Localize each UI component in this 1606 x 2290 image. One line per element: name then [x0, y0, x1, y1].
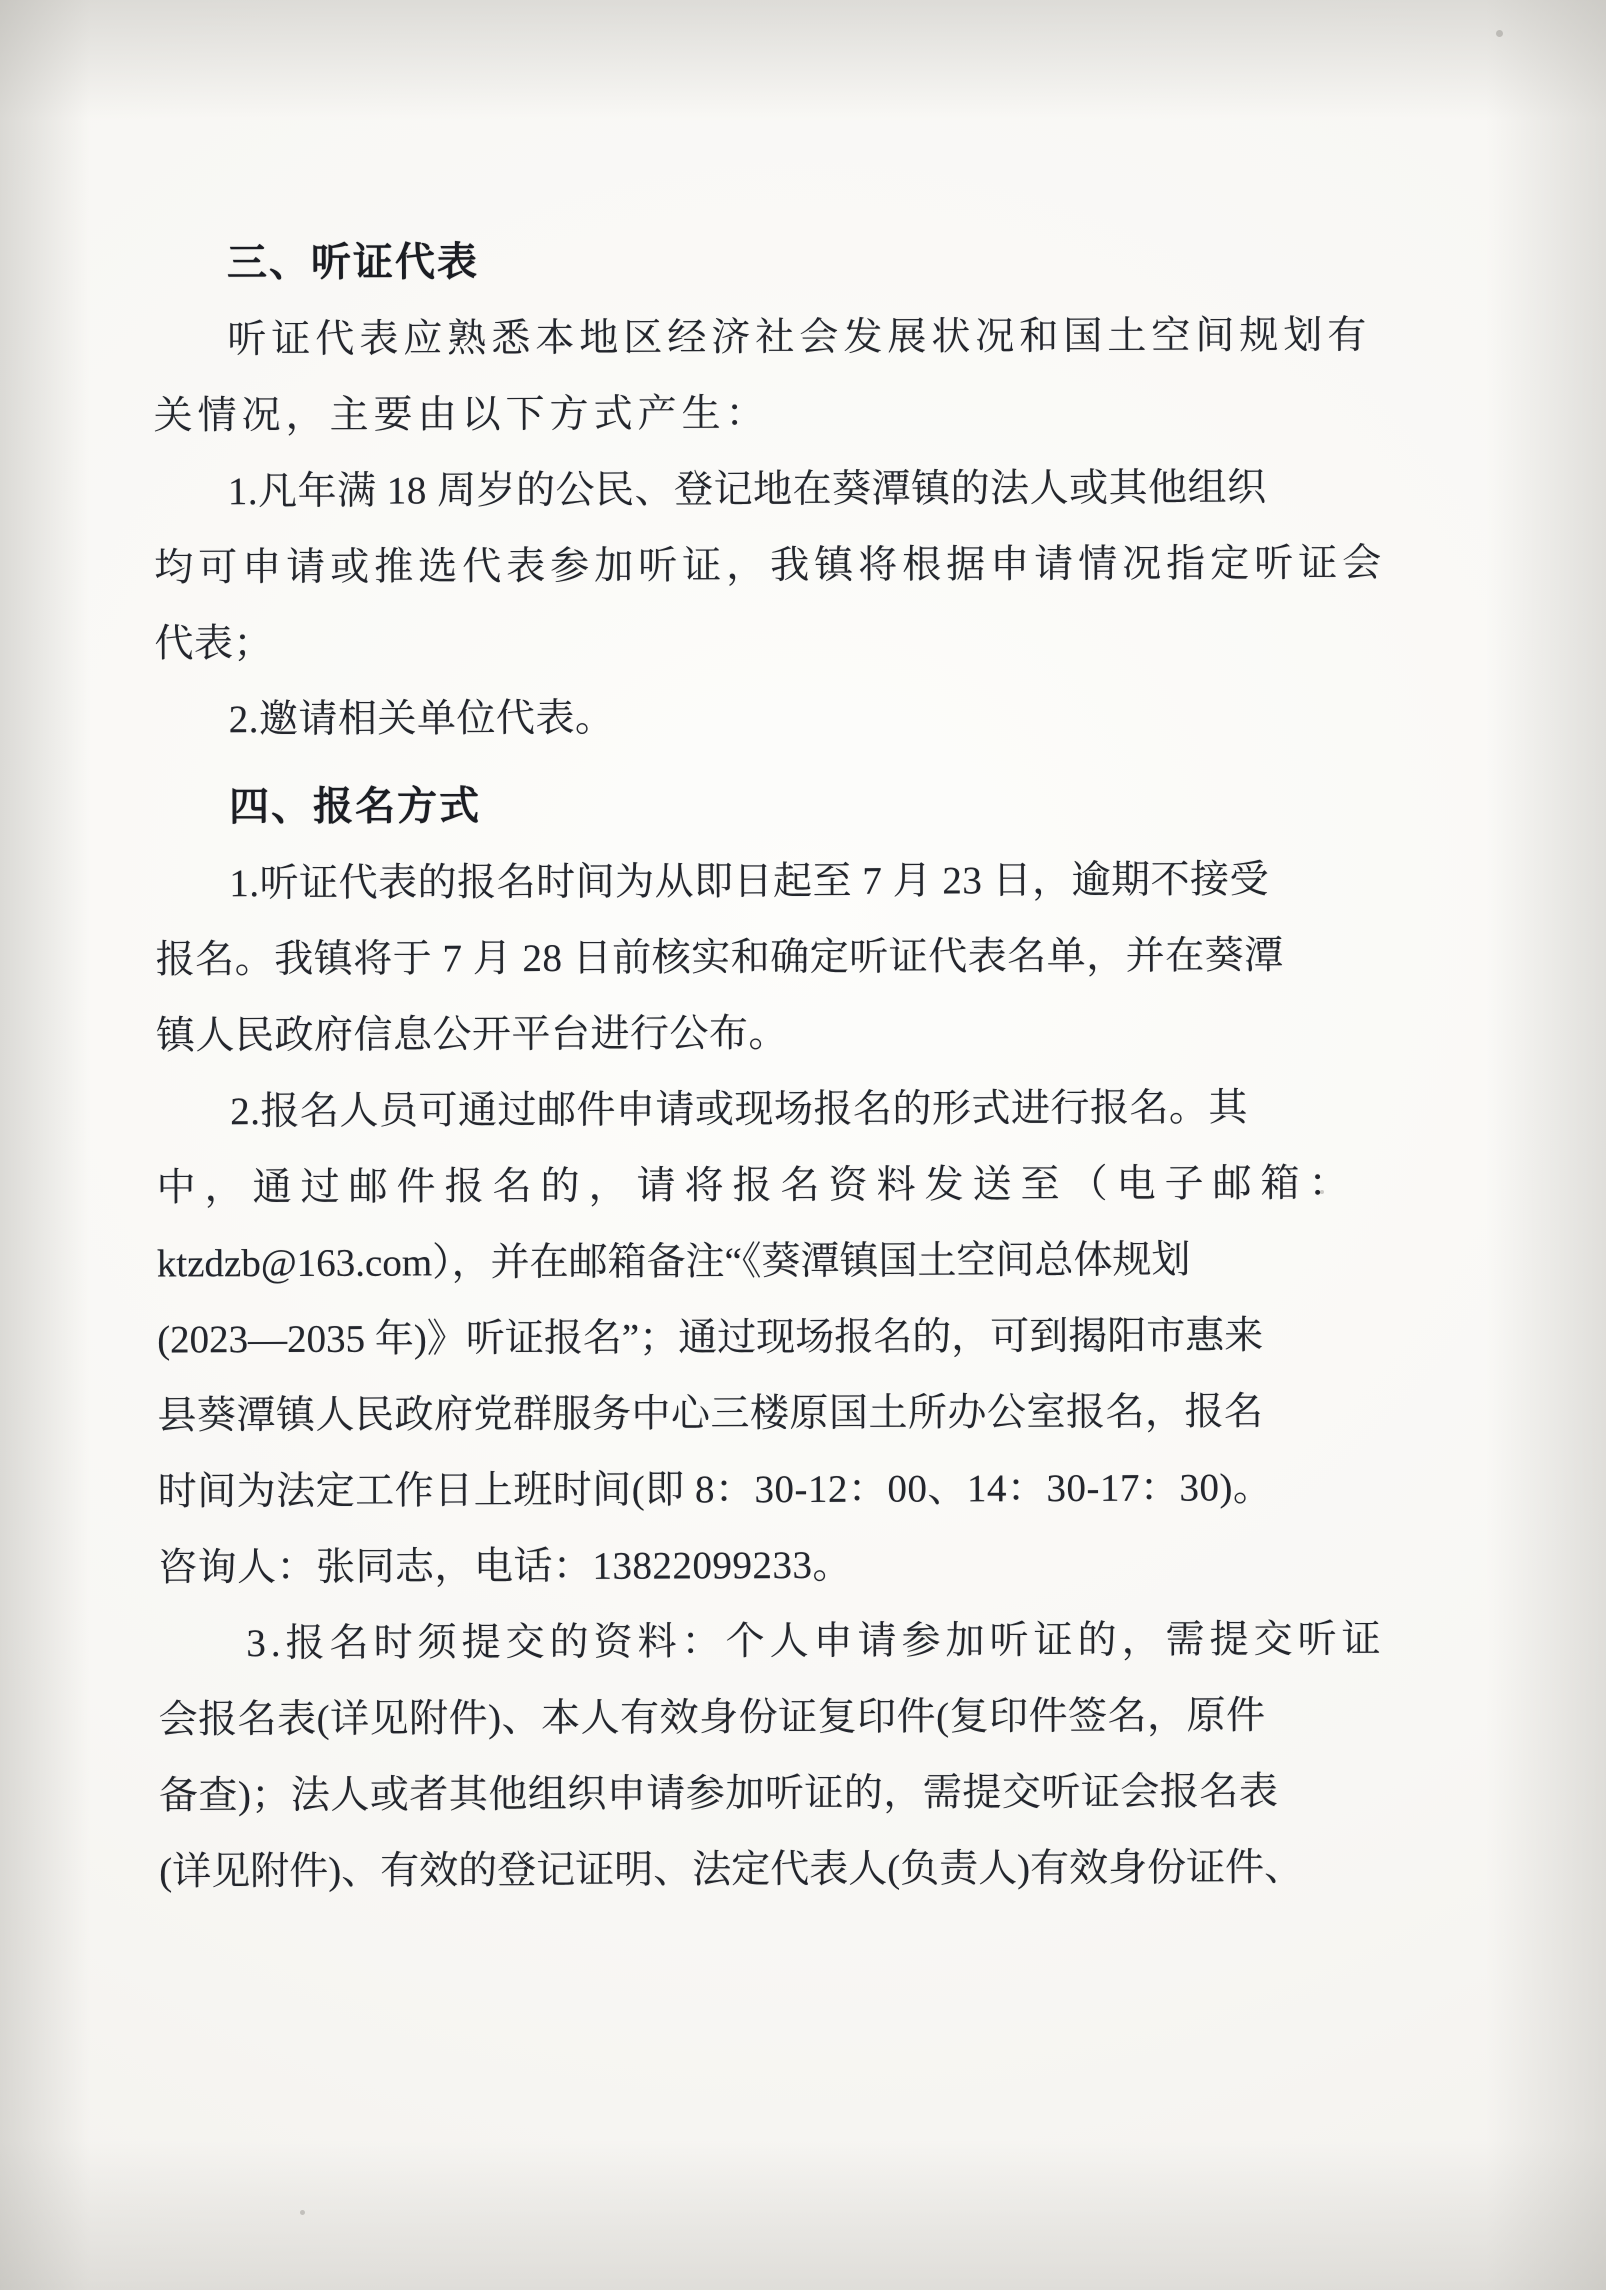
text-line: 中，通过邮件报名的，请将报名资料发送至（电子邮箱： [156, 1161, 1357, 1210]
document-body [153, 234, 1459, 1911]
text-line: 关情况，主要由以下方式产生： [153, 392, 770, 438]
paragraph-signup-1 [155, 842, 1456, 1075]
text-line-plan-name: (2023—2035 年)》听证报名”；通过现场报名的，可到揭阳市惠来 [157, 1314, 1264, 1362]
scan-speck [1496, 30, 1503, 37]
text-line: 报名。我镇将于 7 月 28 日前核实和确定听证代表名单，并在葵潭 [155, 934, 1284, 982]
text-line-email: ktzdzb@163.com），并在邮箱备注“《葵潭镇国土空间总体规划 [156, 1238, 1191, 1286]
scan-shadow-right [1486, 0, 1606, 2290]
text-line: 县葵潭镇人民政府党群服务中心三楼原国土所办公室报名，报名 [157, 1390, 1264, 1438]
section-heading-three: 三、听证代表 [226, 240, 480, 286]
text-line: 3.报名时须提交的资料：个人申请参加听证的，需提交听证 [246, 1617, 1386, 1666]
text-line: 会报名表(详见附件)、本人有效身份证复印件(复印件签名，原件 [158, 1694, 1266, 1742]
text-line: 听证代表应熟悉本地区经济社会发展状况和国土空间规划有 [227, 313, 1372, 362]
scan-speck [300, 2210, 305, 2215]
paragraph-item-1 [154, 450, 1455, 683]
paragraph-signup-2 [156, 1070, 1458, 1607]
text-line-contact: 咨询人：张同志，电话：13822099233。 [157, 1543, 853, 1590]
text-line: 1.凡年满 18 周岁的公民、登记地在葵潭镇的法人或其他组织 [227, 466, 1267, 514]
text-line: 备查)；法人或者其他组织申请参加听证的，需提交听证会报名表 [158, 1770, 1279, 1818]
text-line-office-hours: 时间为法定工作日上班时间(即 8：30-12：00、14：30-17：30)。 [157, 1466, 1273, 1514]
text-line: 代表； [154, 622, 274, 666]
scan-shadow-left [0, 0, 90, 2290]
text-line: 镇人民政府信息公开平台进行公布。 [155, 1012, 789, 1058]
text-line: 均可申请或推选代表参加听证，我镇将根据申请情况指定听证会 [154, 541, 1387, 590]
text-line: 2.邀请相关单位代表。 [228, 696, 615, 742]
text-line: 2.报名人员可通过邮件申请或现场报名的形式进行报名。其 [230, 1086, 1249, 1134]
paragraph-representatives-intro [153, 298, 1454, 455]
scan-shadow-bottom [0, 2140, 1606, 2290]
text-line: (详见附件)、有效的登记证明、法定代表人(负责人)有效身份证件、 [159, 1846, 1304, 1894]
text-line: 1.听证代表的报名时间为从即日起至 7 月 23 日，逾期不接受 [229, 858, 1270, 906]
section-heading-four: 四、报名方式 [229, 784, 482, 830]
scan-shadow-top [0, 0, 1606, 120]
paragraph-signup-3 [158, 1601, 1459, 1910]
paragraph-item-2 [155, 678, 1455, 759]
